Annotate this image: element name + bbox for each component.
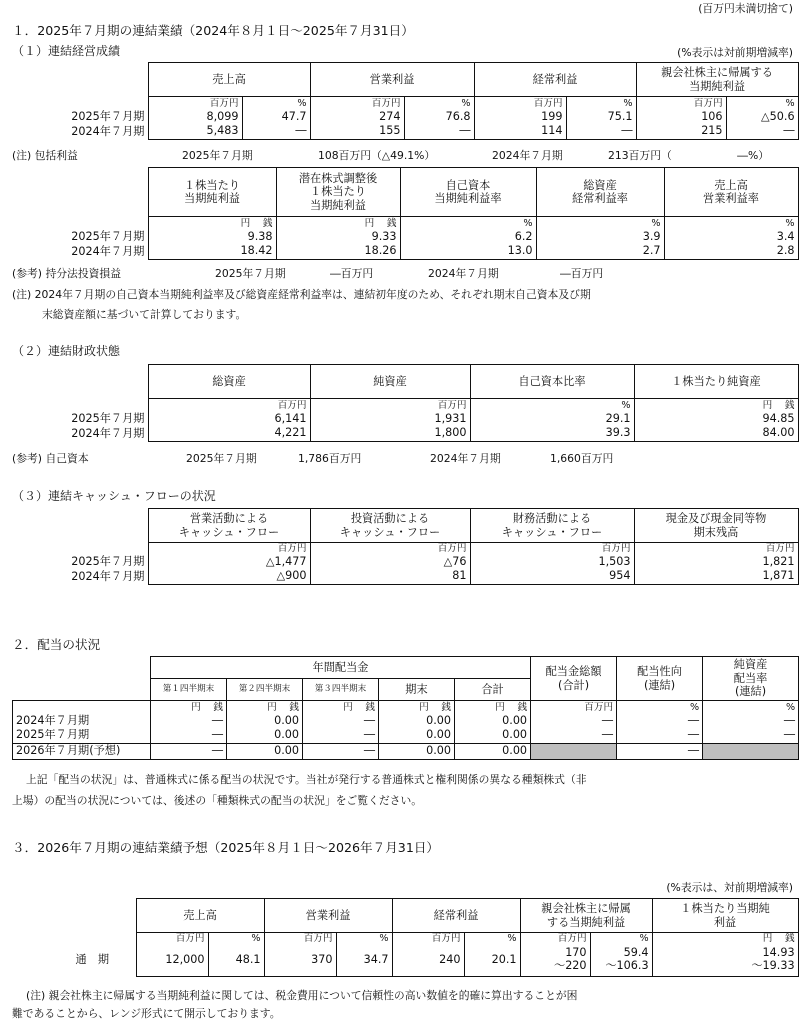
unit-sen: 銭 (386, 217, 397, 229)
unit-yen: 円 (343, 701, 353, 713)
unit-sen: 銭 (517, 701, 528, 713)
unit: 百万円 (470, 543, 634, 555)
cell: 170 ～220 (520, 945, 590, 977)
cell: ― (617, 744, 703, 760)
dividends-table (12, 656, 799, 760)
equity-method-period1: 2025年７月期 (215, 267, 286, 280)
cell: 9.38 (148, 230, 276, 245)
unit-sen: 銭 (441, 701, 451, 713)
ratio-note-line2: 末総資産額に基づいて計算しております。 (42, 308, 247, 321)
equity-label: (参考) 自己資本 (12, 452, 89, 465)
cell: 0.00 (455, 744, 531, 760)
equity-period2: 2024年７月期 (430, 452, 501, 465)
forecast-note-line2: 難であることから、レンジ形式にて開示しております。 (12, 1007, 281, 1020)
unit: 百万円 (148, 97, 242, 110)
cell: △50.6 (726, 110, 798, 125)
cell: 0.00 (455, 729, 531, 744)
equity-period1: 2025年７月期 (186, 452, 257, 465)
header-eps: １株当たり当期純 利益 (680, 902, 770, 929)
header-roa: 総資産 経常利益率 (572, 178, 628, 205)
cell: 106 (636, 110, 726, 125)
dividend-note-line1: 上記「配当の状況」は、普通株式に係る配当の状況です。当社が発行する普通株式と権利関係の異なる種類株式（非 (26, 773, 587, 786)
cell: 6,141 (148, 412, 310, 427)
table-row (12, 412, 798, 427)
unit-yen: 円 (191, 701, 201, 713)
cell: 2.8 (664, 245, 798, 260)
unit: % (464, 933, 520, 945)
cell: ― (242, 125, 310, 140)
unit: 百万円 (148, 543, 310, 555)
header-operating-income: 営業利益 (310, 63, 474, 97)
row-label: 2026年７月期(予想) (13, 744, 151, 760)
cell: 1,800 (310, 427, 470, 442)
cell: 274 (310, 110, 404, 125)
cell-shaded (703, 744, 799, 760)
comp-income-period1: 2025年７月期 (182, 149, 253, 162)
row-label: 2025年７月期 (12, 110, 148, 125)
table-row (12, 570, 798, 585)
cell-shaded (531, 744, 617, 760)
header-operating-cf: 営業活動による キャッシュ・フロー (178, 512, 280, 539)
cell: 13.0 (400, 245, 536, 260)
cell: 39.3 (470, 427, 634, 442)
unit: 百万円 (148, 399, 310, 412)
equity-method-period2: 2024年７月期 (428, 267, 499, 280)
cell: ― (726, 125, 798, 140)
comp-income-value2: 213百万円（ (608, 149, 672, 162)
unit: 百万円 (634, 543, 798, 555)
unit: % (617, 701, 703, 714)
header-net-assets: 純資産 (310, 365, 470, 399)
cell: 14.93 ～19.33 (652, 945, 798, 977)
table-row (12, 110, 798, 125)
header-financing-cf: 財務活動による キャッシュ・フロー (501, 512, 603, 539)
table-row (12, 245, 798, 260)
unit: 百万円 (310, 97, 404, 110)
forecast-pct-note: (%表示は、対前期増減率) (666, 881, 793, 894)
header-sales: 売上高 (148, 63, 310, 97)
cell: 29.1 (470, 412, 634, 427)
header-bps: １株当たり純資産 (634, 365, 798, 399)
section1-1-title: （１）連結経営成績 (12, 44, 121, 58)
cell: 2.7 (536, 245, 664, 260)
cell: ― (566, 125, 636, 140)
table-row (12, 945, 798, 977)
cell: 20.1 (464, 945, 520, 977)
unit: % (400, 217, 536, 230)
header-net-income-text: 親会社株主に帰属する 当期純利益 (661, 66, 773, 93)
unit-yen: 円 (364, 217, 375, 229)
unit: % (208, 933, 264, 945)
comp-income-label: (注) 包括利益 (12, 149, 78, 162)
unit-yen: 円 (495, 701, 505, 713)
unit-note: (百万円未満切捨て) (698, 2, 793, 15)
cell: 1,931 (310, 412, 470, 427)
cell: ― (303, 729, 379, 744)
cell: 1,821 (634, 555, 798, 570)
unit: % (242, 97, 310, 110)
section1-title: １．2025年７月期の連結業績（2024年８月１日～2025年７月31日） (12, 23, 414, 38)
cell: ― (303, 714, 379, 729)
forecast-note-line1: (注) 親会社株主に帰属する当期純利益に関しては、税金費用について信頼性の高い数値を的確に算出することが困 (26, 989, 578, 1002)
unit: 百万円 (310, 543, 470, 555)
unit: 百万円 (310, 399, 470, 412)
equity-value1: 1,786百万円 (298, 452, 362, 465)
cell: 5,483 (148, 125, 242, 140)
unit: 百万円 (136, 933, 208, 945)
unit: 百万円 (520, 933, 590, 945)
header-ordinary-income: 経常利益 (392, 899, 520, 933)
cell: 9.33 (276, 230, 400, 245)
cell: ― (531, 729, 617, 744)
cell: 34.7 (336, 945, 392, 977)
cell: ― (151, 744, 227, 760)
header-payout-ratio: 配当性向 (連結) (637, 665, 682, 692)
header-doe: 純資産 配当率 (連結) (733, 658, 768, 699)
unit-sen: 銭 (289, 701, 299, 713)
row-label: 2024年７月期 (12, 427, 148, 442)
cell: 6.2 (400, 230, 536, 245)
cell: 18.42 (148, 245, 276, 260)
unit: 百万円 (474, 97, 566, 110)
cell: 240 (392, 945, 464, 977)
table-row (13, 714, 799, 729)
cell: 215 (636, 125, 726, 140)
cell: 370 (264, 945, 336, 977)
unit-yen: 円 (762, 399, 773, 411)
cell: ― (404, 125, 474, 140)
unit: % (590, 933, 652, 945)
unit: % (664, 217, 798, 230)
unit-sen: 銭 (262, 217, 273, 229)
header-total-assets: 総資産 (148, 365, 310, 399)
cell: △900 (148, 570, 310, 585)
row-label: 2024年７月期 (12, 125, 148, 140)
cell: 0.00 (227, 744, 303, 760)
cell: 0.00 (379, 729, 455, 744)
header-cash-end: 現金及び現金同等物 期末残高 (665, 512, 767, 539)
table-row (12, 555, 798, 570)
dividend-note-line2: 上場）の配当の状況については、後述の「種類株式の配当の状況」をご覧ください。 (12, 794, 423, 807)
header-total: 合計 (455, 679, 531, 701)
cell: 0.00 (227, 729, 303, 744)
header-total-dividend: 配当金総額 (合計) (545, 665, 602, 692)
header-q3: 第３四半期末 (303, 679, 379, 701)
cell: 59.4 ～106.3 (590, 945, 652, 977)
cell: 0.00 (455, 714, 531, 729)
header-q1: 第１四半期末 (151, 679, 227, 701)
cell: 12,000 (136, 945, 208, 977)
cell: 0.00 (379, 744, 455, 760)
cell: 1,503 (470, 555, 634, 570)
unit: % (726, 97, 798, 110)
cell: 114 (474, 125, 566, 140)
cell: 3.4 (664, 230, 798, 245)
header-op-margin: 売上高 営業利益率 (703, 178, 759, 205)
header-equity-ratio: 自己資本比率 (470, 365, 634, 399)
header-year-end: 期末 (379, 679, 455, 701)
cell: 4,221 (148, 427, 310, 442)
cell: 3.9 (536, 230, 664, 245)
header-annual-dividend: 年間配当金 (151, 657, 531, 679)
header-sales: 売上高 (136, 899, 264, 933)
row-label: 2025年７月期 (12, 230, 148, 245)
cell: 81 (310, 570, 470, 585)
cell: 0.00 (227, 714, 303, 729)
table-row (12, 427, 798, 442)
unit: % (703, 701, 799, 714)
section1-3-title: （３）連結キャッシュ・フローの状況 (12, 489, 216, 503)
cell: ― (617, 714, 703, 729)
header-q2: 第２四半期末 (227, 679, 303, 701)
row-label: 2024年７月期 (12, 245, 148, 260)
row-label: 2025年７月期 (12, 555, 148, 570)
unit-sen: 銭 (784, 933, 795, 945)
cell: 84.00 (634, 427, 798, 442)
unit-yen: 円 (762, 933, 773, 945)
unit: 百万円 (392, 933, 464, 945)
cell: 48.1 (208, 945, 264, 977)
header-net-income: 親会社株主に帰属 する当期純利益 (541, 902, 631, 929)
section3-title: ３．2026年７月期の連結業績予想（2025年８月１日～2026年７月31日） (12, 840, 440, 855)
unit-sen: 銭 (784, 399, 795, 411)
cell: 1,871 (634, 570, 798, 585)
cell: ― (617, 729, 703, 744)
unit: % (536, 217, 664, 230)
unit-yen: 円 (419, 701, 429, 713)
cash-flow-table (12, 508, 799, 585)
equity-method-value1: ―百万円 (330, 267, 374, 280)
row-label: 2025年７月期 (13, 729, 151, 744)
row-label: 2024年７月期 (13, 714, 151, 729)
unit-sen: 銭 (365, 701, 375, 713)
corner-cell (12, 63, 148, 97)
cell: ― (703, 714, 799, 729)
table-row (13, 729, 799, 744)
unit: % (470, 399, 634, 412)
cell: ― (703, 729, 799, 744)
header-roe: 自己資本 当期純利益率 (434, 178, 502, 205)
row-label: 通 期 (12, 945, 136, 977)
unit: 百万円 (531, 701, 617, 714)
unit-yen: 円 (267, 701, 277, 713)
section1-2-title: （２）連結財政状態 (12, 344, 121, 358)
cell: 94.85 (634, 412, 798, 427)
unit: 百万円 (636, 97, 726, 110)
unit: % (566, 97, 636, 110)
comp-income-value2-pct: ―%） (737, 149, 769, 162)
cell: 0.00 (379, 714, 455, 729)
ratios-table (12, 167, 799, 260)
equity-method-value2: ―百万円 (560, 267, 604, 280)
cell: 76.8 (404, 110, 474, 125)
header-eps: １株当たり 当期純利益 (184, 178, 240, 205)
operating-results-table (12, 62, 799, 140)
table-row (12, 230, 798, 245)
cell: ― (303, 744, 379, 760)
cell: 155 (310, 125, 404, 140)
cell: ― (151, 729, 227, 744)
cell: 47.7 (242, 110, 310, 125)
cell: ― (151, 714, 227, 729)
cell: ― (531, 714, 617, 729)
cell: △1,477 (148, 555, 310, 570)
unit-yen: 円 (240, 217, 251, 229)
unit-sen: 銭 (213, 701, 223, 713)
table-row (12, 125, 798, 140)
unit: % (336, 933, 392, 945)
header-investing-cf: 投資活動による キャッシュ・フロー (339, 512, 441, 539)
row-label: 2025年７月期 (12, 412, 148, 427)
equity-method-label: (参考) 持分法投資損益 (12, 267, 122, 280)
cell: 18.26 (276, 245, 400, 260)
pct-note: (%表示は対前期増減率) (677, 46, 793, 59)
equity-value2: 1,660百万円 (550, 452, 614, 465)
forecast-table (12, 898, 799, 977)
comp-income-value1: 108百万円（△49.1%） (318, 149, 436, 162)
header-diluted-eps: 潜在株式調整後 １株当たり 当期純利益 (298, 171, 378, 212)
unit: % (404, 97, 474, 110)
header-ordinary-income: 経常利益 (474, 63, 636, 97)
comp-income-period2: 2024年７月期 (492, 149, 563, 162)
ratio-note-line1: (注) 2024年７月期の自己資本当期純利益率及び総資産経常利益率は、連結初年度のため、それぞれ期末自己資本及び期 (12, 288, 591, 301)
cell: 954 (470, 570, 634, 585)
cell: 75.1 (566, 110, 636, 125)
table-row (13, 744, 799, 760)
unit: 百万円 (264, 933, 336, 945)
financial-position-table (12, 364, 799, 442)
cell: 199 (474, 110, 566, 125)
header-operating-income: 営業利益 (264, 899, 392, 933)
cell: △76 (310, 555, 470, 570)
cell: 8,099 (148, 110, 242, 125)
section2-title: ２．配当の状況 (12, 637, 101, 652)
header-net-income (636, 63, 798, 97)
row-label: 2024年７月期 (12, 570, 148, 585)
